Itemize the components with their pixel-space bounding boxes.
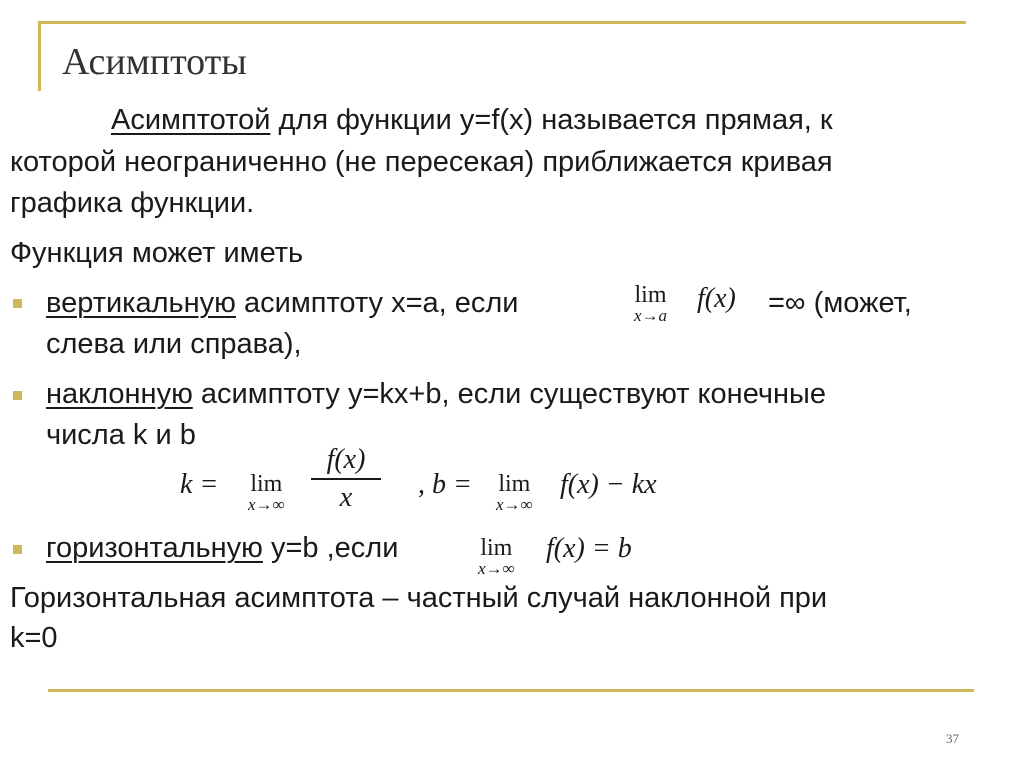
intro-text: Функция может иметь (10, 237, 304, 269)
b-lim-sub: x→∞ (496, 495, 533, 514)
b-lim-word: lim (498, 471, 531, 497)
horizontal-limit (478, 536, 515, 577)
fraction-denominator: x (339, 482, 353, 513)
vertical-func: f(x) (697, 283, 736, 314)
definition-line-3: графика функции. (10, 187, 255, 219)
vertical-line-1 (46, 286, 519, 320)
term-asymptote: Асимптотой (111, 104, 271, 136)
definition-line-2: которой неограниченно (не пересекая) приближается кривая (10, 146, 833, 178)
conclusion-line-2: k=0 (10, 622, 58, 654)
vertical-after: =∞ (может, (768, 287, 912, 319)
fraction-numerator: f(x) (326, 444, 366, 475)
vertical-text: асимптоту x=a, если (235, 287, 519, 319)
term-oblique: наклонную (46, 378, 193, 410)
b-lhs: , b = (418, 469, 472, 500)
horizontal-lim-word: lim (480, 535, 513, 561)
slide-title: Асимптоты (62, 41, 247, 83)
k-lim-word: lim (250, 471, 283, 497)
fraction-bar (311, 478, 381, 480)
vertical-line-2: слева или справа), (46, 328, 302, 360)
k-lim-sub: x→∞ (248, 495, 285, 514)
vertical-lim-word: lim (634, 282, 667, 308)
k-lhs: k = (180, 469, 219, 500)
bottom-rule (48, 689, 974, 692)
oblique-line-1 (46, 377, 826, 411)
horizontal-lim-sub: x→∞ (478, 559, 515, 578)
definition-line-1 (111, 103, 833, 137)
k-limit (248, 472, 285, 513)
bullet-horizontal (13, 545, 22, 554)
left-rule (38, 21, 41, 91)
vertical-lim-sub: x→a (634, 306, 668, 325)
bullet-oblique (13, 391, 22, 400)
page-number: 37 (946, 731, 959, 746)
horizontal-line (46, 531, 398, 565)
oblique-line-2: числа k и b (46, 419, 196, 451)
b-rhs: f(x) − kx (560, 469, 657, 500)
term-vertical: вертикальную (46, 287, 236, 319)
horizontal-text: y=b ,если (262, 532, 399, 564)
definition-text-1: для функции y=f(x) называется прямая, к (270, 104, 833, 136)
top-rule (38, 21, 966, 24)
bullet-vertical (13, 299, 22, 308)
b-limit (496, 472, 533, 513)
vertical-limit (634, 283, 667, 324)
conclusion-line-1: Горизонтальная асимптота – частный случай наклонной при (10, 582, 828, 614)
term-horizontal: горизонтальную (46, 532, 263, 564)
k-fraction (311, 444, 381, 514)
horizontal-rhs: f(x) = b (546, 533, 632, 564)
oblique-text: асимптоту y=kx+b, если существуют конечные (192, 378, 826, 410)
